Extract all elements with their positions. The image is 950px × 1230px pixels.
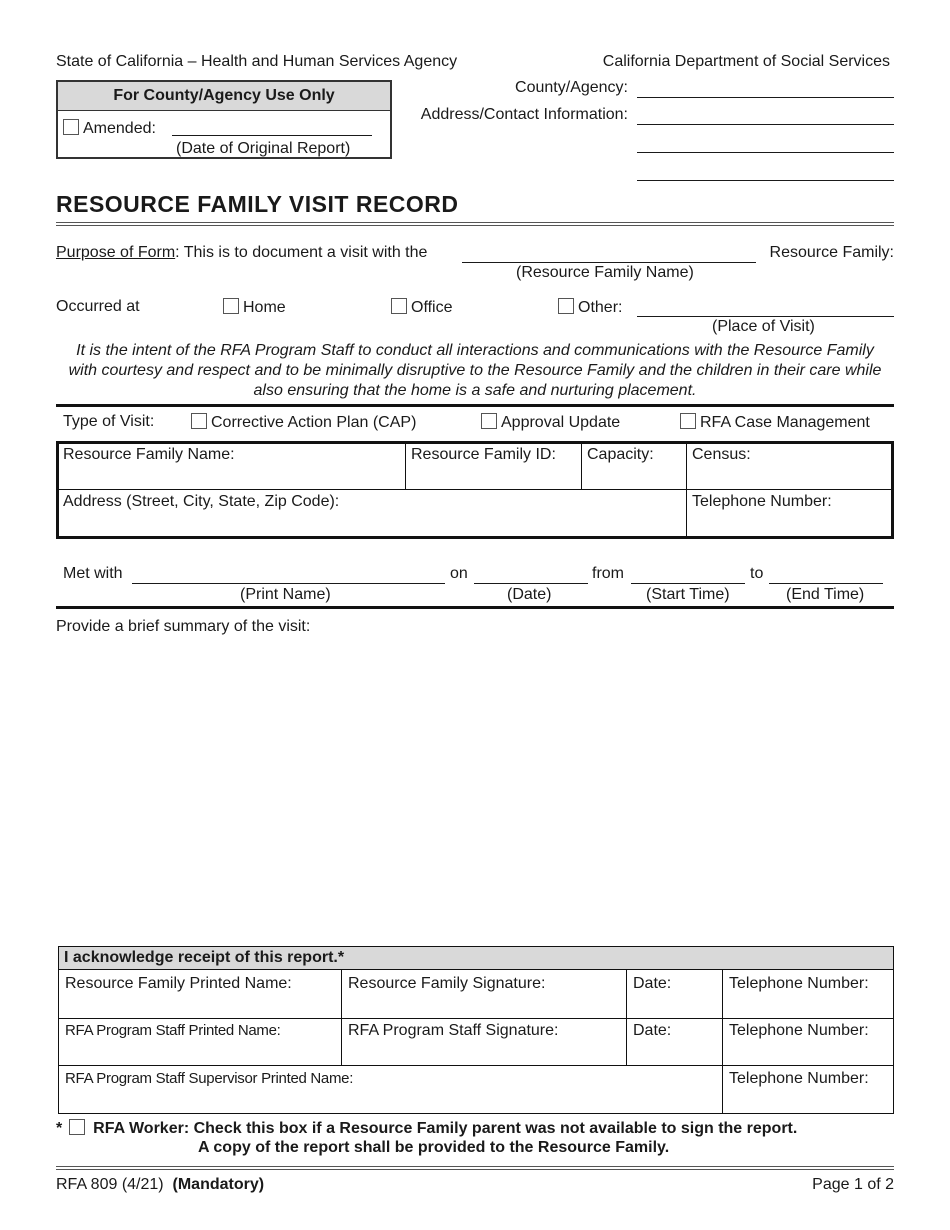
amended-date-field[interactable] (172, 135, 372, 136)
section-rule-visit-type (56, 404, 894, 407)
home-option-label: Home (243, 299, 286, 316)
family-printed-name-cell[interactable]: Resource Family Printed Name: (65, 975, 292, 992)
met-with-to-label: to (750, 565, 764, 582)
met-with-start-time-field[interactable] (631, 583, 745, 584)
footer-mandatory: (Mandatory) (172, 1176, 265, 1193)
agency-right-header: California Department of Social Services (602, 53, 890, 70)
address-contact-field-3[interactable] (637, 180, 894, 181)
cap-checkbox[interactable] (191, 413, 207, 429)
start-time-caption: (Start Time) (646, 586, 730, 603)
summary-text-area[interactable] (56, 640, 894, 938)
purpose-label: Purpose of Form (56, 244, 176, 261)
met-with-date-field[interactable] (474, 583, 588, 584)
resource-family-name-field[interactable] (462, 262, 756, 263)
footer-page-number: Page 1 of 2 (812, 1176, 894, 1193)
staff-signature-cell[interactable]: RFA Program Staff Signature: (348, 1022, 559, 1039)
family-id-cell[interactable]: Resource Family ID: (411, 446, 556, 463)
place-of-visit-caption: (Place of Visit) (712, 318, 815, 335)
amended-label: Amended: (83, 120, 156, 137)
end-time-caption: (End Time) (786, 586, 865, 603)
met-with-end-time-field[interactable] (769, 583, 883, 584)
worker-note-line-2: A copy of the report shall be provided to the Resource Family. (198, 1139, 670, 1156)
county-agency-field[interactable] (637, 97, 894, 98)
worker-note (56, 1119, 797, 1138)
date-caption: (Date) (507, 586, 552, 603)
met-with-on-label: on (450, 565, 468, 582)
address-contact-label: Address/Contact Information: (420, 106, 628, 123)
county-agency-label: County/Agency: (515, 79, 628, 96)
address-cell[interactable]: Address (Street, City, State, Zip Code): (63, 493, 340, 510)
county-use-box (56, 80, 392, 159)
other-checkbox[interactable] (558, 298, 574, 314)
home-checkbox[interactable] (223, 298, 239, 314)
census-cell[interactable]: Census: (692, 446, 751, 463)
family-date-cell[interactable]: Date: (633, 975, 672, 992)
agency-left-header: State of California – Health and Human Services Agency (56, 53, 458, 70)
telephone-cell[interactable]: Telephone Number: (692, 493, 832, 510)
met-with-name-field[interactable] (132, 583, 445, 584)
footer-form-id: RFA 809 (4/21) (56, 1176, 164, 1193)
family-signature-cell[interactable]: Resource Family Signature: (348, 975, 546, 992)
capacity-cell[interactable]: Capacity: (587, 446, 654, 463)
worker-note-asterisk: * (56, 1120, 63, 1137)
original-report-caption: (Date of Original Report) (176, 140, 351, 157)
section-rule-summary (56, 606, 894, 609)
place-of-visit-field[interactable] (637, 316, 894, 317)
staff-date-cell[interactable]: Date: (633, 1022, 672, 1039)
staff-telephone-cell[interactable]: Telephone Number: (729, 1022, 869, 1039)
office-checkbox[interactable] (391, 298, 407, 314)
form-title: RESOURCE FAMILY VISIT RECORD (56, 191, 459, 217)
case-management-checkbox[interactable] (680, 413, 696, 429)
purpose-line (56, 244, 427, 262)
resource-family-name-caption: (Resource Family Name) (516, 264, 694, 281)
family-telephone-cell[interactable]: Telephone Number: (729, 975, 869, 992)
county-box-title: For County/Agency Use Only (58, 82, 390, 111)
office-option-label: Office (411, 299, 453, 316)
approval-update-checkbox[interactable] (481, 413, 497, 429)
family-name-cell[interactable]: Resource Family Name: (63, 446, 235, 463)
worker-note-line-1: RFA Worker: Check this box if a Resource Family parent was not available to sign the report. (93, 1120, 798, 1137)
staff-printed-name-cell[interactable]: RFA Program Staff Printed Name: (65, 1022, 281, 1039)
address-contact-field-1[interactable] (637, 124, 894, 125)
summary-prompt: Provide a brief summary of the visit: (56, 618, 311, 635)
occurred-label: Occurred at (56, 298, 140, 315)
title-rule (56, 222, 894, 226)
amended-checkbox[interactable] (63, 119, 79, 135)
other-option-label: Other: (578, 299, 623, 316)
met-with-from-label: from (592, 565, 624, 582)
supervisor-telephone-cell[interactable]: Telephone Number: (729, 1070, 869, 1087)
purpose-suffix: Resource Family: (769, 244, 894, 261)
intent-statement: It is the intent of the RFA Program Staff to conduct all interactions and communications with the Resource Family with courtesy and respect and to be minimally disruptive to the Resource Family and the children in their care while also ensuring that the home is a safe and nurturing placement. (68, 342, 882, 399)
visit-type-label: Type of Visit: (63, 413, 155, 430)
supervisor-printed-name-cell[interactable]: RFA Program Staff Supervisor Printed Name: (65, 1070, 354, 1087)
cap-option-label: Corrective Action Plan (CAP) (211, 414, 417, 431)
met-with-label: Met with (63, 565, 123, 582)
worker-unavailable-checkbox[interactable] (69, 1119, 85, 1135)
acknowledgement-heading: I acknowledge receipt of this report.* (59, 947, 893, 970)
case-management-option-label: RFA Case Management (700, 414, 870, 431)
purpose-text: : This is to document a visit with the (175, 244, 428, 261)
print-name-caption: (Print Name) (240, 586, 331, 603)
footer-rule (56, 1166, 894, 1170)
address-contact-field-2[interactable] (637, 152, 894, 153)
approval-update-option-label: Approval Update (501, 414, 621, 431)
footer-form-id-line (56, 1176, 264, 1194)
